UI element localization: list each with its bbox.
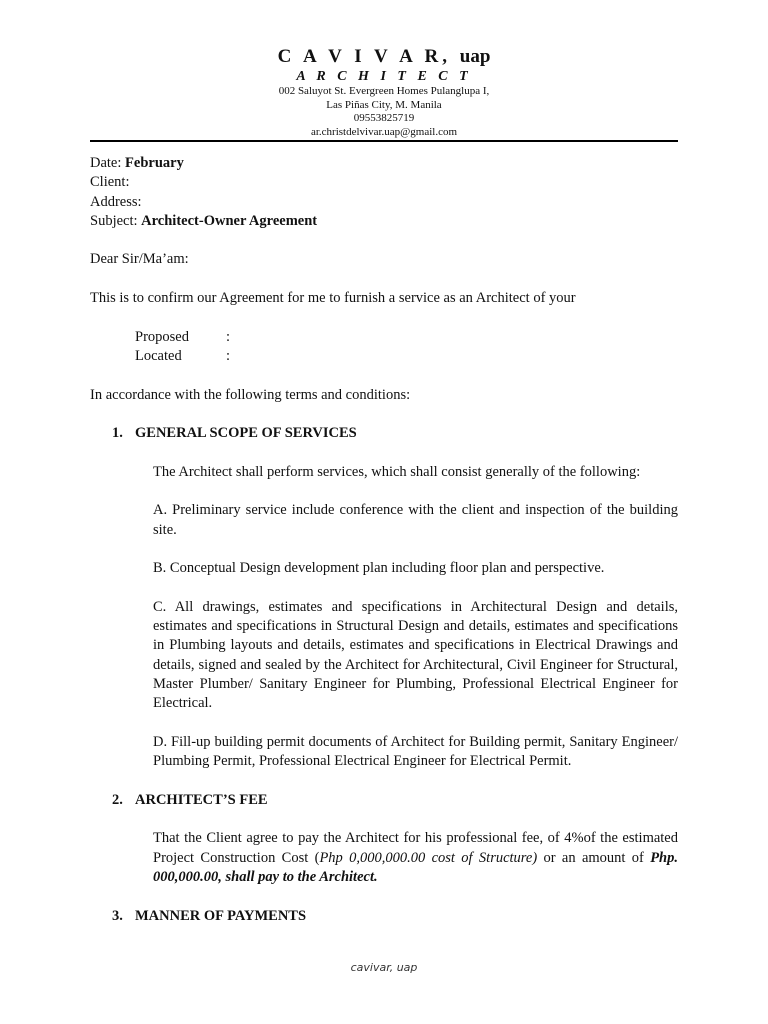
section-1-number: 1. [112,425,123,442]
section-1-item-b: B. Conceptual Design development plan including floor plan and perspective. [153,560,605,577]
subject-label: Subject: [90,212,138,229]
fee-text-1: That the Client agree to pay the Architect for his professional fee, of 4%of the estimated Project Construction Cost ( [153,830,678,866]
client-label: Client: [90,174,130,191]
located-row [90,347,678,366]
section-2-title: ARCHITECT’S FEE [135,791,268,808]
proposed-label: Proposed [135,328,189,345]
section-1-item-c: C. All drawings, estimates and specifications in Architectural Design and details, estimates and specifications in Structural Design and details, estimates and specifications in Plumbing layouts and details, estimates and specifications in Electrical Drawings and details, signed and sealed by the Architect for Architectural, Civil Engineer for Structural, Master Plumber/ Sanitary Engineer for Plumbing, Professional Electrical Engineer for Electrical. [153,598,678,712]
fee-cost-text: Php 0,000,000.00 cost of Structure) [319,849,538,866]
fee-text-2: or an amount of [537,849,651,866]
date-line [90,154,678,173]
proposed-separator: : [226,328,231,345]
subject-line [90,212,678,231]
firm-name-text: C A V I V A R, [277,46,451,67]
section-1-item-a: A. Preliminary service include conference with the client and inspection of the building site. [153,502,678,538]
letterhead [0,46,768,139]
section-3-title: MANNER OF PAYMENTS [135,907,307,924]
subject-value: Architect-Owner Agreement [141,212,318,229]
located-label: Located [135,347,182,364]
section-2-paragraph [90,829,678,887]
address-line [90,193,678,212]
date-value: February [125,155,184,171]
firm-name-suffix: uap [459,46,491,67]
section-1-item-d: D. Fill-up building permit documents of Architect for Building permit, Sanitary Engineer/ Plumbing Permit, Professional Electrical Engineer for Electrical Permit. [153,733,678,770]
located-separator: : [226,347,231,364]
firm-name [0,46,768,68]
salutation: Dear Sir/Ma’am: [90,251,189,268]
page-footer: cavivar, uap [350,961,418,974]
terms-intro: In accordance with the following terms and conditions: [90,386,411,403]
letterhead-divider [90,140,678,142]
section-1-heading [90,424,678,443]
fee-amount-text: Php. 000,000.00, shall pay to the Architect. [153,849,678,885]
section-2-heading [90,791,678,810]
letter-body [90,154,678,926]
intro-paragraph: This is to confirm our Agreement for me to furnish a service as an Architect of your [90,290,576,307]
firm-title: A R C H I T E C T [296,69,472,84]
email-address: ar.christdelvivar.uap@gmail.com [310,125,458,138]
address-line-1: 002 Saluyot St. Evergreen Homes Pulanglupa I, [278,85,490,97]
section-3-heading [90,907,678,926]
phone-number: 09553825719 [353,112,415,124]
section-2-number: 2. [112,791,123,808]
address-line-2: Las Piñas City, M. Manila [326,98,442,111]
date-label: Date: [90,155,122,171]
section-3-number: 3. [112,907,123,924]
address-label: Address: [90,193,142,210]
client-line [90,173,678,192]
proposed-row [90,328,678,347]
section-1-title: GENERAL SCOPE OF SERVICES [135,425,357,442]
section-1-lead: The Architect shall perform services, which shall consist generally of the following: [153,463,641,480]
